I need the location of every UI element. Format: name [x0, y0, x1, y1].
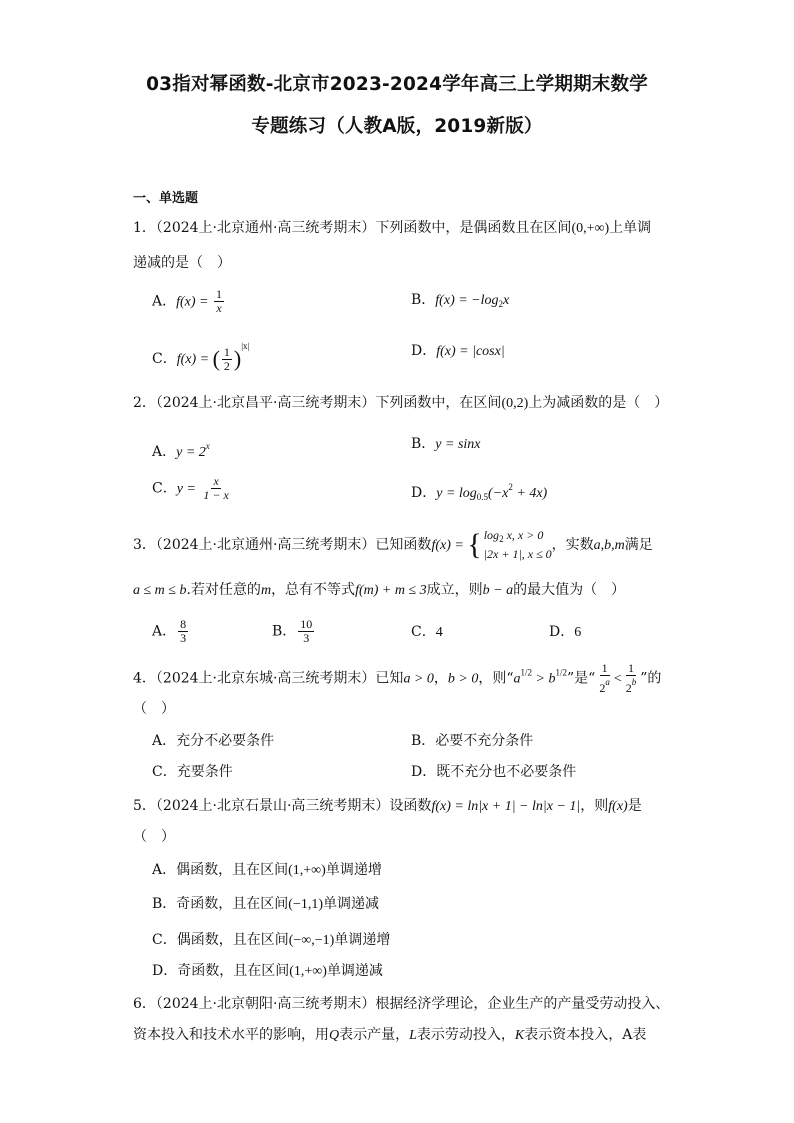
question-5-line-2: （ ） [133, 829, 175, 845]
q2-option-b[interactable]: B．y = sinx [411, 436, 481, 452]
q2-option-a[interactable]: A．$y = 2^x$ [152, 441, 210, 460]
question-6-line-2: 资本投入和技术水平的影响，用Q表示产量，L表示劳动投入，K表示资本投入，A表 [133, 1027, 647, 1043]
q1-option-c[interactable]: C．f(x) = ( $\frac{1}{2}$ )$^{|x|}$ [152, 341, 250, 373]
question-2-line-1: 2．（2024上·北京昌平·高三统考期末）下列函数中，在区间(0,2)上为减函数的是（ ） [133, 395, 669, 411]
q3-option-b[interactable]: B． $\frac{10}{3}$ [272, 617, 313, 645]
q5-option-d[interactable]: D．奇函数，且在区间(1,+∞)单调递减 [152, 963, 383, 979]
fraction: $\frac{1}{2^b}$ [625, 661, 637, 695]
q1-option-d[interactable]: D．f(x) = |cosx| [411, 343, 505, 359]
fraction: $\frac{1}{2^a}$ [599, 661, 610, 695]
q3-option-a[interactable]: A． $\frac{8}{3}$ [152, 617, 187, 645]
q4-option-b[interactable]: B．必要不充分条件 [411, 733, 534, 749]
q5-option-a[interactable]: A．偶函数，且在区间(1,+∞)单调递增 [152, 862, 382, 878]
document-title-line-1: 03指对幂函数-北京市2023-2024学年高三上学期期末数学 [146, 74, 648, 95]
q3-option-c[interactable]: C．4 [411, 624, 443, 640]
question-3-line-2: a ≤ m ≤ b.若对任意的m，总有不等式f(m) + m ≤ 3成立，则b − a的最大值为（ ） [133, 582, 626, 598]
question-1-line-1: 1．（2024上·北京通州·高三统考期末）下列函数中，是偶函数且在区间(0,+∞)上单调 [133, 220, 652, 236]
q4-option-a[interactable]: A．充分不必要条件 [152, 733, 275, 749]
fraction: $\frac{1}{x}$ [216, 287, 222, 315]
q2-option-d[interactable]: D．$y = \log_{0.5}(-x^2 + 4x)$ [411, 482, 548, 502]
q5-option-c[interactable]: C．偶函数，且在区间(−∞,−1)单调递增 [152, 932, 391, 948]
section-heading: 一、单选题 [133, 191, 199, 206]
question-5-line-1: 5．（2024上·北京石景山·高三统考期末）设函数f(x) = ln|x + 1| − ln|x − 1|，则f(x)是 [133, 798, 642, 814]
question-1-line-2: 递减的是（ ） [133, 255, 231, 271]
fraction: $\frac{x}{1 - x}$ [203, 474, 229, 502]
q3-option-d[interactable]: D．6 [549, 624, 582, 640]
fraction: $\frac{10}{3}$ [300, 617, 313, 645]
document-title-line-2: 专题练习（人教A版，2019新版） [251, 116, 543, 137]
question-6-line-1: 6．（2024上·北京朝阳·高三统考期末）根据经济学理论，企业生产的产量受劳动投入、 [133, 996, 670, 1012]
question-4-line-2: （ ） [133, 701, 175, 717]
q1-option-b[interactable]: B．$f(x) = -\log_2x$ [411, 292, 510, 309]
q4-option-d[interactable]: D．既不充分也不必要条件 [411, 764, 577, 780]
q1-option-a[interactable]: A．f(x) = $\frac{1}{x}$ [152, 287, 222, 315]
q4-option-c[interactable]: C．充要条件 [152, 764, 233, 780]
question-4-line-1: 4．（2024上·北京东城·高三统考期末）已知a > 0，b > 0，则“$a^{1/2} > b^{1/2}$”是“ $\frac{1}{2^a}$ < $\frac{1}{2^b}$ ”的 [133, 661, 662, 695]
piecewise-function: { $\log_2 x$, x > 0 |2x + 1|, x ≤ 0 [467, 528, 552, 561]
question-3-line-1: 3．（2024上·北京通州·高三统考期末）已知函数f(x) = { $\log_2 x$, x > 0 |2x + 1|, x ≤ 0 ，实数a,b,m满足 [133, 528, 653, 561]
fraction: $\frac{8}{3}$ [180, 617, 187, 645]
q5-option-b[interactable]: B．奇函数，且在区间(−1,1)单调递减 [152, 896, 380, 912]
q2-option-c[interactable]: C．y = $\frac{x}{1 - x}$ [152, 474, 229, 502]
fraction: $\frac{1}{2}$ [223, 344, 230, 373]
